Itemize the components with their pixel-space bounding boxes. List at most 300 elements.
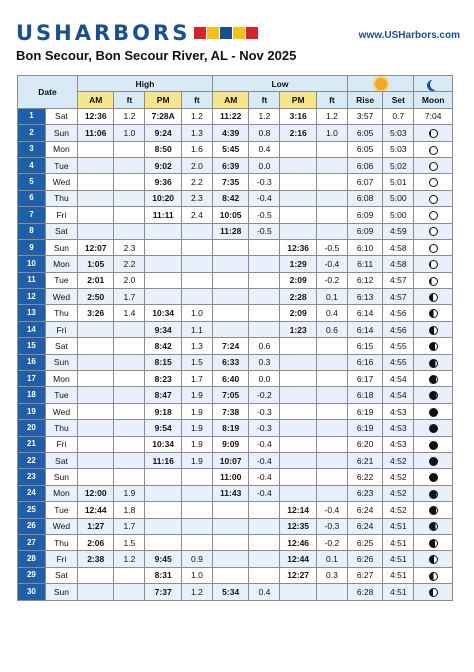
moon-phase-icon [429,342,438,351]
cell-h-pm [145,469,181,485]
moon-phase-icon [429,424,438,433]
set-header: Set [383,92,414,108]
cell-set: 4:51 [383,551,414,567]
cell-l-am: 7:35 [212,174,248,190]
day-of-week: Sat [45,452,77,468]
table-row [18,157,453,173]
cell-set: 4:57 [383,289,414,305]
cell-set: 5:03 [383,125,414,141]
cell-l-am [212,534,248,550]
cell-l-am-ft: 0.0 [249,157,280,173]
cell-rise: 6:23 [347,485,382,501]
cell-l-pm-ft [316,469,347,485]
table-row [18,289,453,305]
cell-set: 4:54 [383,371,414,387]
cell-l-pm-ft [316,174,347,190]
cell-l-am-ft: 0.3 [249,354,280,370]
cell-l-am-ft: -0.2 [249,387,280,403]
moon-phase-icon [429,441,438,450]
cell-l-pm-ft: 0.1 [316,289,347,305]
cell-rise: 6:25 [347,534,382,550]
day-of-week: Thu [45,305,77,321]
cell-h-am [77,420,113,436]
cell-h-am [77,190,113,206]
cell-l-pm [280,371,316,387]
cell-h-am-ft: 1.9 [114,485,145,501]
cell-h-am-ft [114,403,145,419]
cell-h-pm-ft: 1.9 [181,403,212,419]
cell-l-pm [280,420,316,436]
cell-h-am-ft [114,436,145,452]
moon-phase-icon [429,277,438,286]
cell-h-am-ft [114,584,145,600]
cell-h-am [77,387,113,403]
cell-l-pm-ft [316,420,347,436]
cell-l-pm [280,157,316,173]
cell-h-pm-ft: 1.1 [181,321,212,337]
day-number: 8 [18,223,46,239]
cell-l-am [212,567,248,583]
tide-rows [18,108,453,600]
cell-l-pm-ft [316,584,347,600]
moon-phase-cell [414,190,453,206]
page-header [16,22,460,66]
moon-phase-cell [414,125,453,141]
moon-phase-icon [429,408,438,417]
cell-set: 4:58 [383,256,414,272]
moon-phase-cell [414,584,453,600]
cell-set: 4:51 [383,584,414,600]
moon-phase-cell [414,239,453,255]
moon-phase-cell [414,518,453,534]
moon-phase-icon [429,522,438,531]
cell-rise: 6:15 [347,338,382,354]
cell-set: 0.7 [383,108,414,124]
cell-rise: 6:20 [347,436,382,452]
cell-h-pm-ft [181,469,212,485]
cell-h-pm: 7:37 [145,584,181,600]
cell-h-am-ft [114,452,145,468]
sun-header [347,76,413,92]
cell-h-pm-ft: 1.2 [181,108,212,124]
cell-l-pm-ft [316,223,347,239]
cell-l-pm [280,436,316,452]
cell-set: 4:51 [383,567,414,583]
cell-h-am [77,174,113,190]
cell-set: 5:00 [383,207,414,223]
cell-l-pm-ft [316,338,347,354]
cell-h-pm: 9:34 [145,321,181,337]
signal-flag-icon [233,27,245,39]
cell-l-pm-ft [316,157,347,173]
cell-l-pm-ft: 1.2 [316,108,347,124]
cell-l-am: 6:40 [212,371,248,387]
day-of-week: Fri [45,207,77,223]
table-row [18,108,453,124]
day-number: 7 [18,207,46,223]
cell-l-pm [280,584,316,600]
cell-h-am [77,452,113,468]
cell-rise: 6:28 [347,584,382,600]
cell-h-am-ft [114,371,145,387]
day-number: 27 [18,534,46,550]
cell-h-pm: 8:47 [145,387,181,403]
moon-phase-icon [429,326,438,335]
day-of-week: Fri [45,436,77,452]
moon-phase-cell [414,174,453,190]
cell-l-am-ft: -0.4 [249,190,280,206]
table-row [18,272,453,288]
cell-set: 4:52 [383,452,414,468]
day-of-week: Thu [45,190,77,206]
cell-h-am-ft [114,338,145,354]
cell-h-pm-ft: 1.6 [181,141,212,157]
cell-rise: 6:27 [347,567,382,583]
cell-l-am-ft: 0.0 [249,371,280,387]
cell-l-am-ft: 1.2 [249,108,280,124]
cell-rise: 6:05 [347,125,382,141]
cell-l-pm: 12:27 [280,567,316,583]
cell-h-pm-ft [181,289,212,305]
cell-l-pm [280,387,316,403]
cell-l-am [212,272,248,288]
cell-h-am [77,207,113,223]
cell-set: 5:00 [383,190,414,206]
cell-l-am [212,502,248,518]
day-number: 20 [18,420,46,436]
moon-phase-icon [429,309,438,318]
day-of-week: Sun [45,354,77,370]
cell-set: 4:51 [383,534,414,550]
table-row [18,502,453,518]
cell-l-pm [280,485,316,501]
cell-h-pm: 9:45 [145,551,181,567]
high-header: High [77,76,212,92]
cell-h-pm: 7:28A [145,108,181,124]
moon-phase-cell [414,338,453,354]
day-of-week: Sat [45,567,77,583]
cell-l-pm-ft [316,485,347,501]
cell-h-am [77,321,113,337]
moon-phase-cell [414,256,453,272]
day-number: 25 [18,502,46,518]
cell-rise: 6:21 [347,452,382,468]
moon-header: Moon [414,92,453,108]
table-row [18,174,453,190]
cell-l-pm: 12:35 [280,518,316,534]
table-row [18,452,453,468]
cell-l-pm-ft: 0.6 [316,321,347,337]
cell-h-am-ft [114,321,145,337]
table-row [18,305,453,321]
cell-l-pm [280,452,316,468]
moon-phase-cell [414,485,453,501]
day-number: 6 [18,190,46,206]
table-row [18,239,453,255]
brand-name: USHARBORS [16,21,191,45]
moon-phase-icon [429,260,438,269]
cell-h-am-ft: 1.7 [114,518,145,534]
cell-h-am [77,141,113,157]
moon-phase-cell [414,403,453,419]
day-of-week: Wed [45,518,77,534]
cell-l-am [212,518,248,534]
page-title: Bon Secour, Bon Secour River, AL - Nov 2025 [16,48,297,63]
cell-h-am-ft: 1.5 [114,534,145,550]
cell-h-am-ft [114,469,145,485]
day-number: 2 [18,125,46,141]
cell-set: 4:55 [383,354,414,370]
sun-icon [375,78,387,90]
cell-set: 5:01 [383,174,414,190]
day-of-week: Fri [45,321,77,337]
cell-h-am-ft [114,420,145,436]
moon-phase-icon [429,129,438,138]
moon-phase-icon [429,588,438,597]
moon-phase-icon [429,162,438,171]
moon-phase-icon [429,490,438,499]
table-row [18,141,453,157]
day-number: 12 [18,289,46,305]
cell-rise: 3:57 [347,108,382,124]
cell-h-pm-ft: 2.2 [181,174,212,190]
day-of-week: Sun [45,584,77,600]
cell-h-pm [145,289,181,305]
cell-l-pm-ft: -0.3 [316,518,347,534]
day-number: 18 [18,387,46,403]
cell-h-am [77,567,113,583]
cell-h-am-ft: 2.0 [114,272,145,288]
cell-set: 4:53 [383,403,414,419]
cell-set: 4:57 [383,272,414,288]
day-of-week: Mon [45,256,77,272]
cell-l-pm: 12:14 [280,502,316,518]
cell-l-am [212,239,248,255]
moon-phase-icon [429,539,438,548]
cell-h-pm-ft: 1.3 [181,125,212,141]
cell-l-pm-ft: 1.0 [316,125,347,141]
moon-phase-cell [414,141,453,157]
cell-h-pm: 10:34 [145,305,181,321]
moon-phase-cell [414,534,453,550]
cell-set: 4:56 [383,305,414,321]
cell-l-pm-ft [316,190,347,206]
day-of-week: Sun [45,469,77,485]
cell-h-pm-ft: 1.9 [181,452,212,468]
cell-l-pm: 12:36 [280,239,316,255]
moon-phase-cell [414,469,453,485]
moon-phase-cell [414,272,453,288]
cell-l-am-ft [249,289,280,305]
cell-h-pm-ft: 1.9 [181,436,212,452]
cell-l-am [212,321,248,337]
cell-h-am [77,584,113,600]
cell-h-am: 2:01 [77,272,113,288]
cell-h-am [77,403,113,419]
cell-h-am: 3:26 [77,305,113,321]
signal-flag-icon [220,27,232,39]
cell-h-am: 2:38 [77,551,113,567]
table-row [18,436,453,452]
cell-l-am: 5:34 [212,584,248,600]
cell-h-pm: 8:15 [145,354,181,370]
table-row [18,485,453,501]
moon-phase-icon [429,572,438,581]
moon-phase-cell [414,452,453,468]
day-number: 11 [18,272,46,288]
cell-h-pm-ft: 2.4 [181,207,212,223]
cell-h-pm [145,502,181,518]
cell-h-am-ft: 2.3 [114,239,145,255]
cell-l-am-ft: -0.4 [249,469,280,485]
cell-h-am: 12:36 [77,108,113,124]
cell-l-pm-ft [316,452,347,468]
cell-rise: 6:16 [347,354,382,370]
cell-set: 4:51 [383,518,414,534]
cell-l-am: 10:05 [212,207,248,223]
moon-phase-cell [414,207,453,223]
day-of-week: Sat [45,223,77,239]
cell-l-am-ft: -0.4 [249,436,280,452]
cell-h-pm-ft [181,518,212,534]
cell-h-am-ft: 1.2 [114,551,145,567]
cell-h-am-ft [114,207,145,223]
cell-l-pm-ft: -0.2 [316,534,347,550]
cell-h-am [77,436,113,452]
cell-h-am [77,338,113,354]
day-of-week: Tue [45,387,77,403]
cell-l-am-ft: -0.5 [249,223,280,239]
day-of-week: Wed [45,403,77,419]
table-row [18,534,453,550]
cell-l-pm-ft [316,141,347,157]
cell-l-pm-ft: 0.1 [316,551,347,567]
cell-l-am-ft [249,239,280,255]
high-pm-header: PM [145,92,181,108]
cell-l-am-ft: -0.3 [249,403,280,419]
cell-l-pm-ft [316,436,347,452]
cell-h-am-ft [114,157,145,173]
table-row [18,518,453,534]
cell-h-am: 2:06 [77,534,113,550]
cell-h-am [77,371,113,387]
cell-rise: 6:22 [347,469,382,485]
low-am-header: AM [212,92,248,108]
cell-rise: 6:24 [347,518,382,534]
cell-set: 4:54 [383,387,414,403]
cell-h-am-ft: 1.8 [114,502,145,518]
table-row [18,551,453,567]
cell-l-pm [280,190,316,206]
cell-l-pm [280,223,316,239]
cell-l-am: 7:24 [212,338,248,354]
day-number: 22 [18,452,46,468]
moon-phase-icon [429,244,438,253]
table-row [18,125,453,141]
cell-set: 5:03 [383,141,414,157]
moon-phase-icon [429,375,438,384]
day-number: 5 [18,174,46,190]
cell-h-pm [145,223,181,239]
cell-rise: 6:14 [347,305,382,321]
cell-l-am-ft [249,551,280,567]
cell-rise: 6:10 [347,239,382,255]
cell-h-pm: 9:54 [145,420,181,436]
tide-table [17,75,453,601]
table-row [18,403,453,419]
cell-h-am-ft: 1.2 [114,108,145,124]
table-row [18,338,453,354]
cell-l-pm: 1:29 [280,256,316,272]
day-of-week: Sun [45,239,77,255]
cell-l-pm: 2:09 [280,305,316,321]
cell-l-am-ft: -0.4 [249,485,280,501]
low-pm-header: PM [280,92,316,108]
cell-h-am-ft [114,354,145,370]
day-number: 15 [18,338,46,354]
moon-phase-icon [429,473,438,482]
day-number: 16 [18,354,46,370]
cell-l-am-ft [249,534,280,550]
cell-h-pm: 11:16 [145,452,181,468]
cell-h-pm: 9:18 [145,403,181,419]
cell-set: 4:52 [383,469,414,485]
site-url[interactable]: www.USHarbors.com [358,30,460,41]
cell-l-am-ft: -0.4 [249,452,280,468]
date-header: Date [18,76,78,109]
cell-h-pm [145,239,181,255]
cell-rise: 6:12 [347,272,382,288]
cell-l-am-ft [249,272,280,288]
cell-h-am-ft [114,223,145,239]
day-of-week: Tue [45,157,77,173]
cell-h-am-ft [114,387,145,403]
cell-set: 4:56 [383,321,414,337]
cell-h-pm-ft [181,502,212,518]
cell-l-pm [280,207,316,223]
table-row [18,469,453,485]
cell-h-pm: 8:42 [145,338,181,354]
moon-phase-icon [429,391,438,400]
cell-l-pm: 1:23 [280,321,316,337]
cell-rise: 6:09 [347,223,382,239]
day-of-week: Mon [45,141,77,157]
cell-h-pm-ft [181,272,212,288]
cell-l-am-ft: -0.3 [249,174,280,190]
table-row [18,584,453,600]
cell-l-am: 4:39 [212,125,248,141]
cell-h-pm-ft: 1.3 [181,338,212,354]
day-number: 17 [18,371,46,387]
moon-phase-icon [429,555,438,564]
cell-l-pm-ft [316,354,347,370]
day-of-week: Sat [45,108,77,124]
cell-l-am [212,289,248,305]
day-of-week: Sun [45,125,77,141]
table-row [18,420,453,436]
cell-l-pm [280,469,316,485]
table-row [18,190,453,206]
cell-l-pm: 2:09 [280,272,316,288]
low-pm-ft-header: ft [316,92,347,108]
day-number: 24 [18,485,46,501]
moon-phase-icon [429,146,438,155]
cell-l-am-ft [249,502,280,518]
cell-l-am [212,305,248,321]
day-number: 3 [18,141,46,157]
moon-phase-cell [414,354,453,370]
cell-h-am-ft: 1.7 [114,289,145,305]
